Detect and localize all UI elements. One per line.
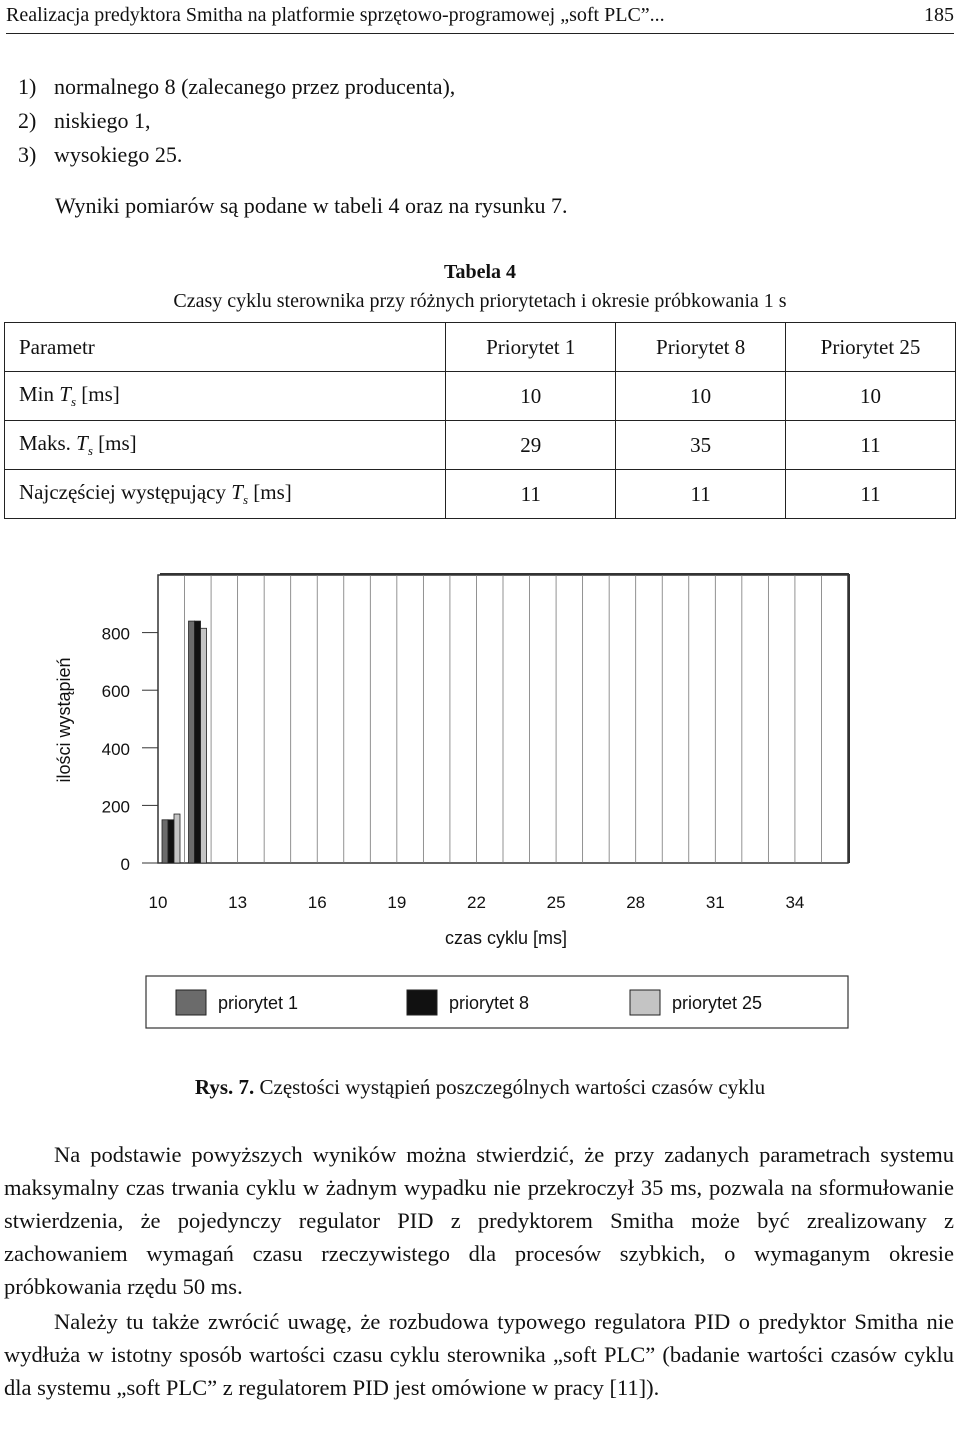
y-tick-label: 200: [101, 797, 130, 817]
legend-swatch: [630, 990, 660, 1015]
bar-priorytet-1: [162, 820, 168, 863]
table-cell: 10: [616, 372, 786, 421]
table-header-row: [5, 323, 956, 372]
x-tick-label: 31: [705, 893, 725, 912]
table-caption: [0, 258, 960, 316]
x-tick-label: 13: [228, 893, 248, 912]
x-tick-label: 10: [148, 893, 168, 912]
figure-caption: [0, 1075, 960, 1100]
table-cell: 35: [616, 421, 786, 470]
list-item: [18, 138, 455, 172]
table-row: [5, 421, 956, 470]
table-title: Czasy cyklu sterownika przy różnych priorytetach i okresie próbkowania 1 s: [173, 290, 787, 312]
row-label-text: Min: [19, 381, 60, 406]
cycle-time-table: [4, 322, 956, 519]
y-tick-label: 0: [120, 855, 130, 874]
row-label-text: Maks.: [19, 430, 77, 455]
priority-list: [18, 70, 455, 172]
table-row: [5, 470, 956, 519]
table-row: [5, 372, 956, 421]
bar-priorytet-1: [189, 621, 195, 863]
legend-swatch: [407, 990, 437, 1015]
table-cell: 10: [786, 372, 956, 421]
x-tick-label: 22: [467, 893, 486, 912]
table-cell: 10: [446, 372, 616, 421]
symbol-sub: s: [242, 492, 248, 508]
ts-symbol: [59, 381, 77, 410]
symbol-t: T: [76, 430, 88, 455]
row-unit: [ms]: [248, 479, 292, 504]
legend-label: priorytet 25: [672, 993, 763, 1013]
body-paragraph: Należy tu także zwrócić uwagę, że rozbudowa typowego regulatora PID o predyktor Smitha nie wydłuża w istotny sposób wartości czasu cyklu sterownika „soft PLC” (badanie wartości czasów cyklu dla systemu „soft PLC” z regulatorem PID jest omówione w pracy [11]).: [4, 1309, 954, 1400]
x-tick-label: 19: [387, 893, 407, 912]
legend-swatch: [176, 990, 206, 1015]
intro-sentence: Wyniki pomiarów są podane w tabeli 4 oraz na rysunku 7.: [55, 193, 568, 218]
row-label: [5, 421, 446, 470]
list-text: normalnego 8 (zalecanego przez producenta),: [54, 74, 456, 99]
table-label: Tabela 4: [443, 261, 517, 283]
symbol-sub: s: [70, 394, 77, 410]
column-header: Priorytet 25: [786, 323, 956, 372]
legend-label: priorytet 8: [449, 993, 530, 1013]
y-axis-label: ilości wystąpień: [54, 657, 74, 783]
row-label-text: Najczęściej występujący: [19, 479, 232, 504]
body-paragraph: Na podstawie powyższych wyników można stwierdzić, że przy zadanych parametrach systemu maksymalny czas trwania cyklu w żadnym wypadku nie przekroczył 35 ms, pozwala na sformułowanie stwierdzenia, że pojedynczy regulator PID z predyktorem Smitha może być zrealizowany z zachowaniem wymagań czasu rzeczywistego dla procesów szybkich, o wymaganym okresie próbkowania rzędu 50 ms.: [4, 1142, 954, 1299]
bar-priorytet-25: [201, 628, 207, 863]
running-header: [6, 4, 954, 34]
table-cell: 29: [446, 421, 616, 470]
list-text: niskiego 1,: [54, 108, 151, 133]
table-cell: 11: [786, 421, 956, 470]
x-tick-label: 28: [626, 893, 646, 912]
figure-label: Rys. 7.: [194, 1075, 255, 1099]
column-header: Priorytet 1: [446, 323, 616, 372]
row-label: [5, 372, 446, 421]
list-number: 2): [18, 108, 37, 133]
y-tick-label: 800: [101, 624, 130, 644]
symbol-t: T: [231, 479, 243, 504]
list-number: 1): [18, 74, 37, 99]
bar-priorytet-8: [168, 820, 174, 863]
x-tick-label: 25: [546, 893, 566, 912]
list-text: wysokiego 25.: [54, 142, 183, 167]
table-cell: 11: [616, 470, 786, 519]
page-number: 185: [924, 4, 954, 26]
legend-label: priorytet 1: [218, 993, 299, 1013]
column-header: Priorytet 8: [616, 323, 786, 372]
ts-symbol: [231, 479, 248, 508]
symbol-t: T: [59, 381, 71, 406]
bar-priorytet-8: [195, 621, 201, 863]
cycle-frequency-chart: [0, 560, 960, 1050]
row-unit: [ms]: [92, 430, 137, 455]
table-cell: 11: [446, 470, 616, 519]
x-tick-label: 16: [307, 893, 327, 912]
figure-title: Częstości wystąpień poszczególnych wartości czasów cyklu: [259, 1075, 766, 1099]
table-cell: 11: [786, 470, 956, 519]
list-item: [18, 104, 455, 138]
x-axis-label: czas cyklu [ms]: [444, 928, 568, 948]
row-label: [5, 470, 446, 519]
symbol-sub: s: [87, 443, 93, 459]
y-tick-label: 400: [101, 739, 130, 759]
ts-symbol: [76, 430, 93, 459]
list-number: 3): [18, 142, 37, 167]
bar-priorytet-25: [174, 814, 180, 863]
list-item: [18, 70, 455, 104]
header-title: Realizacja predyktora Smitha na platformie sprzętowo-programowej „soft PLC”...: [6, 4, 665, 26]
y-tick-label: 600: [101, 682, 130, 702]
row-unit: [ms]: [76, 381, 120, 406]
column-header: Parametr: [5, 323, 446, 372]
x-tick-label: 34: [785, 893, 805, 912]
